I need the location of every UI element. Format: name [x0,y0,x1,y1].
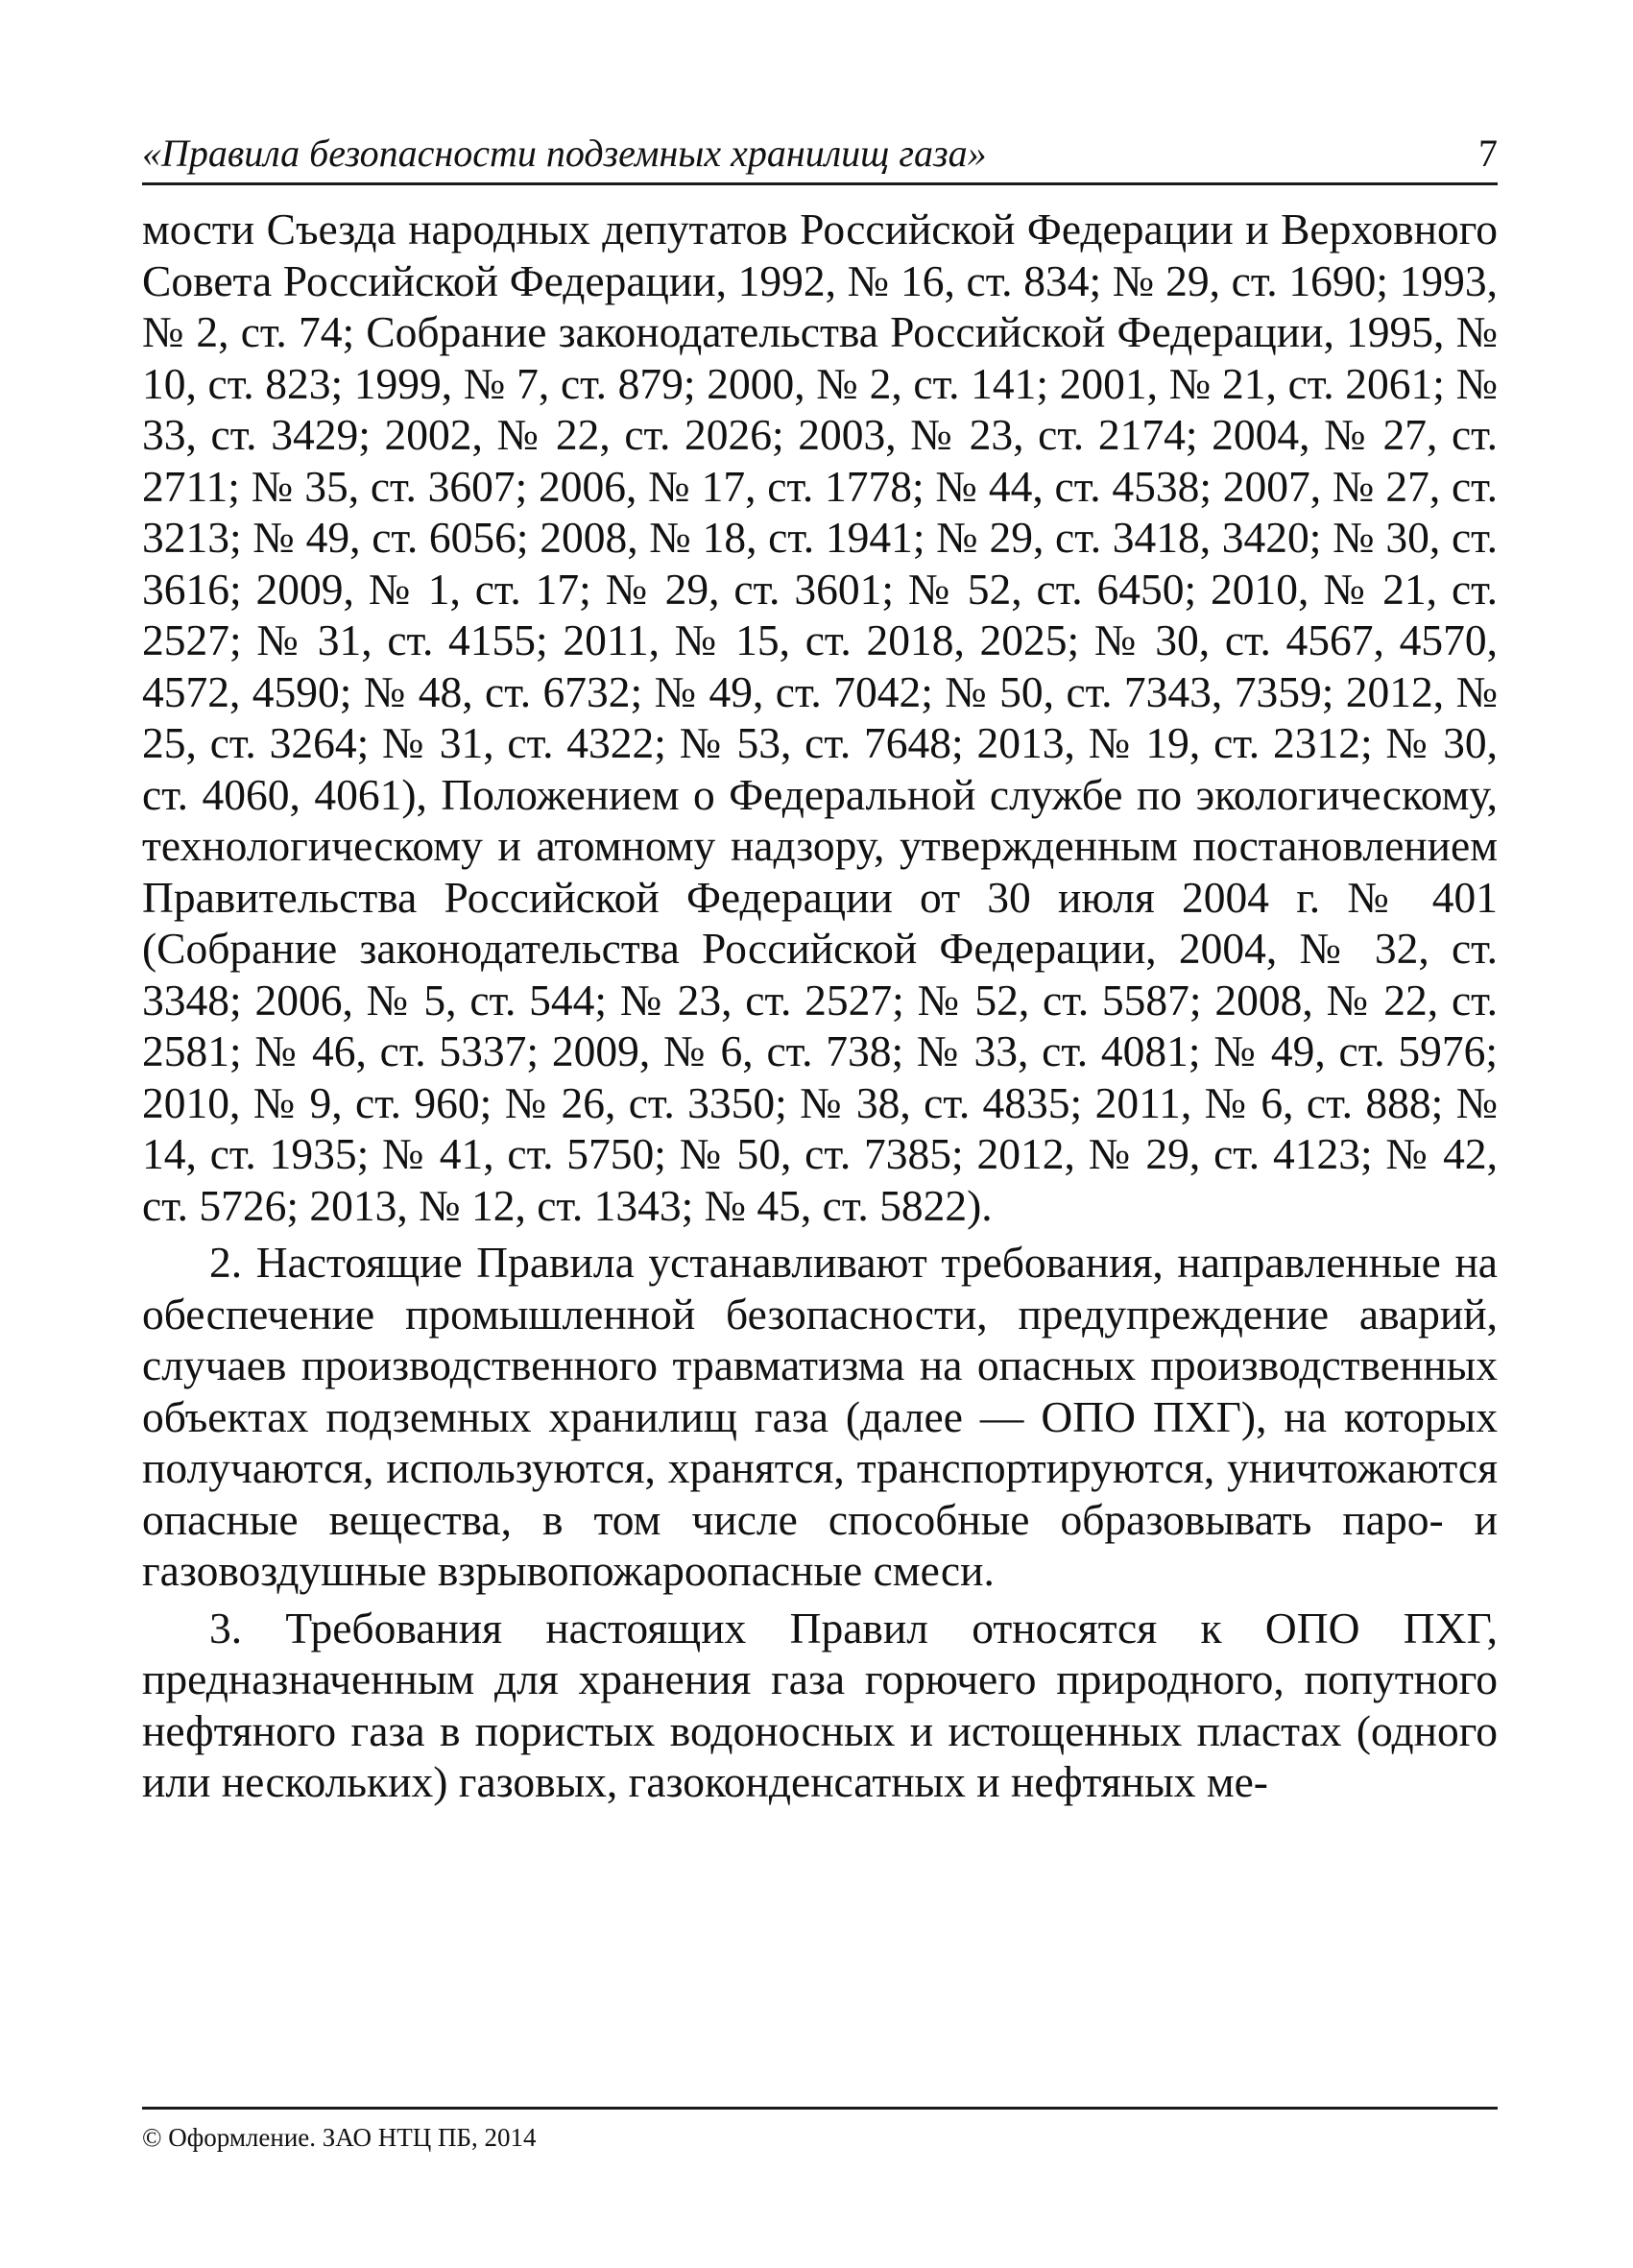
running-header-title: «Правила безопасности подземных хранилищ газа» [142,132,987,175]
paragraph-2: 2. Настоящие Правила устанавливают требования, направленные на обеспечение промышленной безопасности, предупреждение аварий, случаев производственного травматизма на опасных производственных объектах подземных хранилищ газа (далее — ОПО ПХГ), на которых получаются, используются, хранятся, транспортируются, уничтожаются опасные вещества, в том числе способные образовывать паро- и газовоздушные взрывопожароопасные смеси. [142,1238,1498,1595]
footer-divider [142,2107,1498,2110]
footer-copyright: © Оформление. ЗАО НТЦ ПБ, 2014 [142,2123,537,2152]
running-header [142,123,1498,185]
page-number: 7 [1478,132,1498,175]
paragraph-continuation: мости Съезда народных депутатов Российской Федерации и Верховного Совета Российской Федерации, 1992, № 16, ст. 834; № 29, ст. 1690; 1993, № 2, ст. 74; Собрание законодательства Российской Федерации, 1995, № 10, ст. 823; 1999, № 7, ст. 879; 2000, № 2, ст. 141; 2001, № 21, ст. 2061; № 33, ст. 3429; 2002, № 22, ст. 2026; 2003, № 23, ст. 2174; 2004, № 27, ст. 2711; № 35, ст. 3607; 2006, № 17, ст. 1778; № 44, ст. 4538; 2007, № 27, ст. 3213; № 49, ст. 6056; 2008, № 18, ст. 1941; № 29, ст. 3418, 3420; № 30, ст. 3616; 2009, № 1, ст. 17; № 29, ст. 3601; № 52, ст. 6450; 2010, № 21, ст. 2527; № 31, ст. 4155; 2011, № 15, ст. 2018, 2025; № 30, ст. 4567, 4570, 4572, 4590; № 48, ст. 6732; № 49, ст. 7042; № 50, ст. 7343, 7359; 2012, № 25, ст. 3264; № 31, ст. 4322; № 53, ст. 7648; 2013, № 19, ст. 2312; № 30, ст. 4060, 4061), Положением о Федеральной службе по экологическому, технологическому и атомному надзору, утвержденным постановлением Правительства Российской Федерации от 30 июля 2004 г. № 401 (Собрание законодательства Российской Федерации, 2004, № 32, ст. 3348; 2006, № 5, ст. 544; № 23, ст. 2527; № 52, ст. 5587; 2008, № 22, ст. 2581; № 46, ст. 5337; 2009, № 6, ст. 738; № 33, ст. 4081; № 49, ст. 5976; 2010, № 9, ст. 960; № 26, ст. 3350; № 38, ст. 4835; 2011, № 6, ст. 888; № 14, ст. 1935; № 41, ст. 5750; № 50, ст. 7385; 2012, № 29, ст. 4123; № 42, ст. 5726; 2013, № 12, ст. 1343; № 45, ст. 5822). [142,205,1498,1230]
paragraph-3: 3. Требования настоящих Правил относятся к ОПО ПХГ, предназначенным для хранения газа горючего природного, попутного нефтяного газа в пористых водоносных и истощенных пластах (одного или нескольких) газовых, газоконденсатных и нефтяных ме- [142,1603,1498,1806]
body-text [142,204,1498,2100]
